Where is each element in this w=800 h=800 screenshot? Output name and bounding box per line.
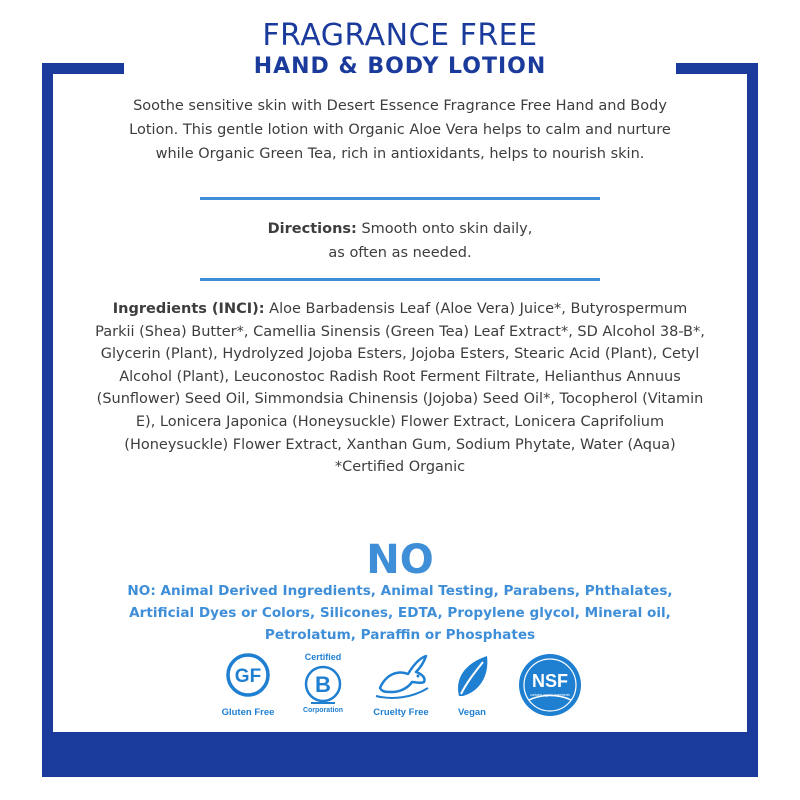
frame-bottom-band <box>42 732 758 777</box>
ingredients-text: Aloe Barbadensis Leaf (Aloe Vera) Juice*, Butyrospermum Parkii (Shea) Butter*, Camellia Sinensis (Green Tea) Leaf Extract*, SD Alcohol 38-B*, Glycerin (Plant), Hydrolyzed Jojoba Esters, Jojoba Esters, Stearic Acid (Plant), Cetyl Alcohol (Plant), Leuconostoc Radish Root Ferment Filtrate, Helianthus Annuus (Sunflower) Seed Oil, Simmondsia Chinensis (Jojoba) Seed Oil*, Tocopherol (Vitamin E), Lonicera Japonica (Honeysuckle) Flower Extract, Lonicera Caprifolium (Honeysuckle) Flower Extract, Xanthan Gum, Sodium Phytate, Water (Aqua) <box>95 301 705 453</box>
cruelty-free-label: Cruelty Free <box>373 707 429 718</box>
product-description: Soothe sensitive skin with Desert Essence Fragrance Free Hand and Body Lotion. This gentle lotion with Organic Aloe Vera helps to calm and nurture while Organic Green Tea, rich in antioxidants, helps to nourish skin. <box>129 98 671 162</box>
free-from-list: NO: Animal Derived Ingredients, Animal Testing, Parabens, Phthalates, Artificial Dyes or Colors, Silicones, EDTA, Propylene glycol, Mineral oil, Petrolatum, Paraffin or Phosphates <box>127 583 673 643</box>
ingredients-block <box>95 298 705 479</box>
b-corp-icon <box>303 664 343 706</box>
b-corp-label: Corporation <box>302 707 344 714</box>
nsf-icon <box>517 652 583 718</box>
directions-line1: Smooth onto skin daily, <box>356 221 533 237</box>
gluten-free-icon <box>225 652 271 698</box>
divider-bottom <box>200 278 600 281</box>
cruelty-free-badge <box>361 652 441 727</box>
gluten-free-mark: GF <box>234 666 262 687</box>
nsf-badge <box>510 652 590 727</box>
certified-organic-note: *Certified Organic <box>334 459 466 476</box>
nsf-mark: NSF <box>532 671 568 691</box>
frame-right-bar <box>747 63 758 740</box>
b-corp-certified-text: Certified <box>304 652 342 662</box>
product-subtitle: HAND & BODY LOTION <box>253 54 547 79</box>
vegan-label: Vegan <box>458 707 486 718</box>
frame-left-bar <box>42 63 53 740</box>
vegan-badge <box>432 652 512 727</box>
gluten-free-label: Gluten Free <box>221 707 275 718</box>
product-title: FRAGRANCE FREE <box>262 18 538 53</box>
ingredients-label: Ingredients (INCI): <box>112 301 265 317</box>
leaf-icon <box>449 652 495 702</box>
leaping-bunny-icon <box>372 652 430 702</box>
gluten-free-badge <box>208 652 288 727</box>
directions-label: Directions: <box>267 221 357 237</box>
directions-line2: as often as needed. <box>328 245 472 261</box>
divider-top <box>200 197 600 200</box>
b-corp-mark: B <box>315 672 331 697</box>
b-corp-badge <box>283 652 363 727</box>
nsf-subtext: contains organic ingredients <box>530 693 570 697</box>
no-heading: NO <box>366 537 434 583</box>
directions-block <box>150 217 650 265</box>
